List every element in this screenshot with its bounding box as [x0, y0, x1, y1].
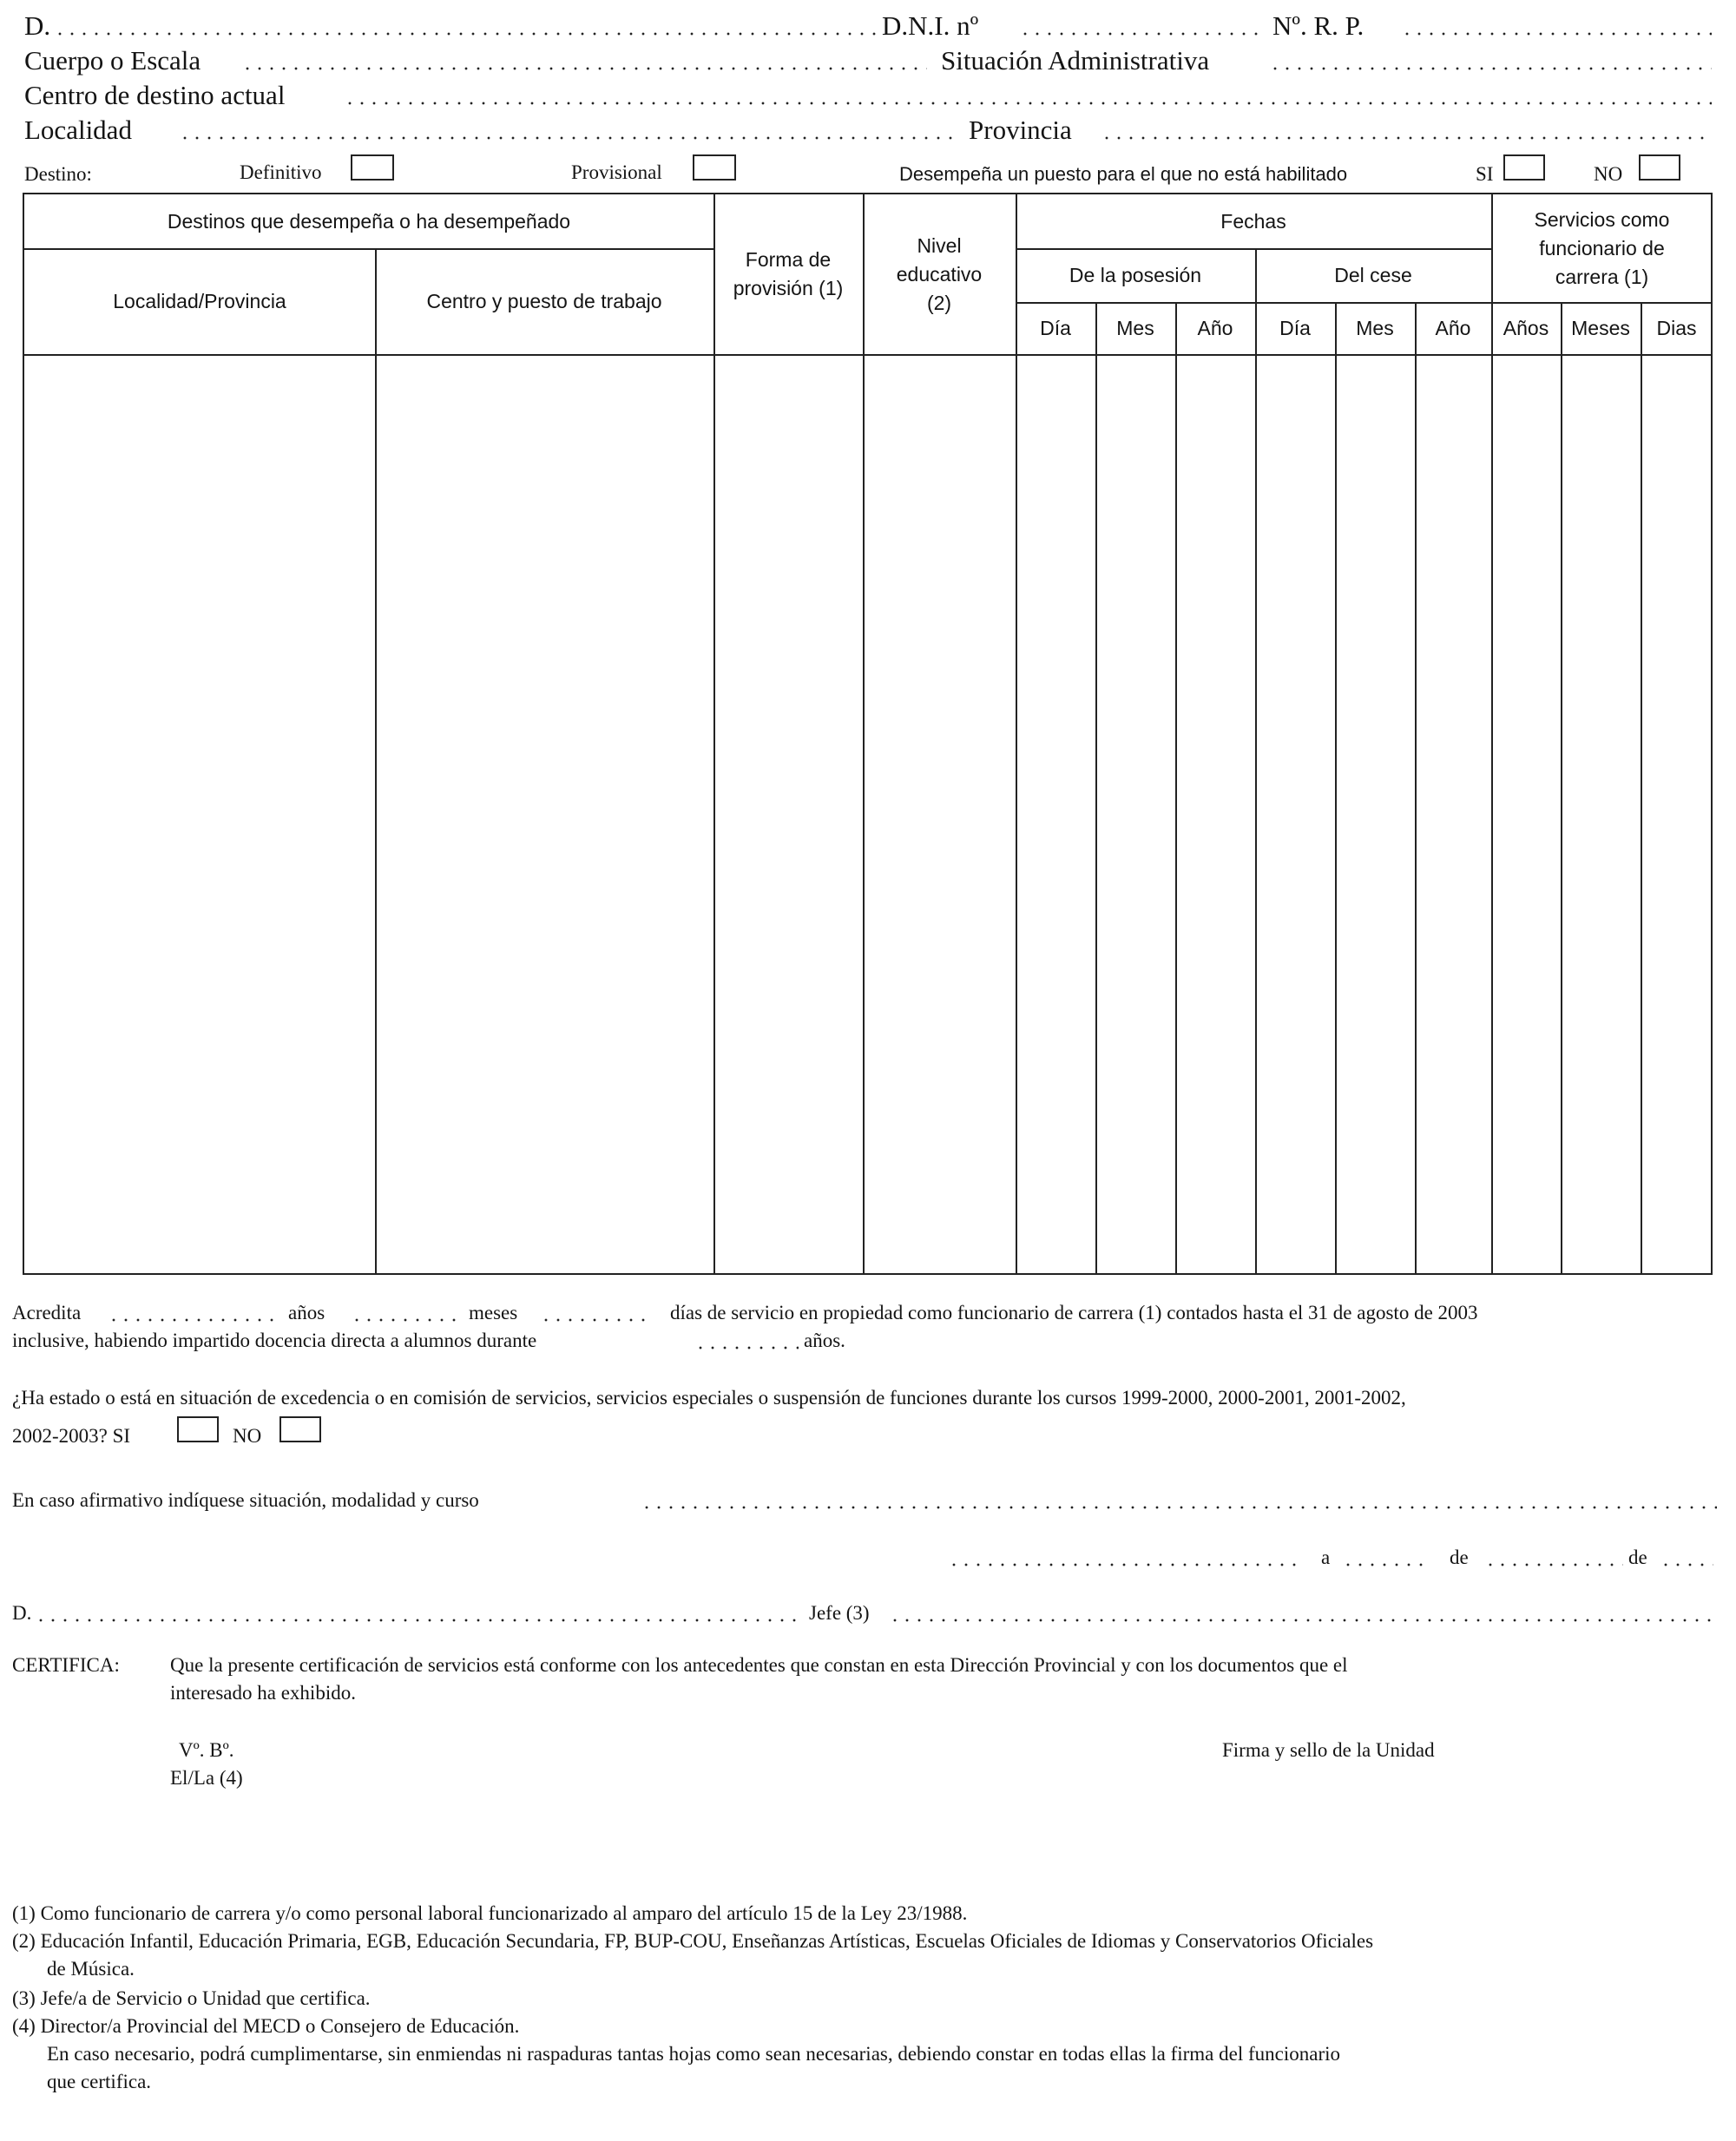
acredita-anos-fill[interactable]	[108, 1317, 281, 1323]
centro-label: Centro de destino actual	[24, 80, 286, 110]
posesion-header: De la posesión	[1069, 263, 1202, 286]
dni-fill-line[interactable]	[1019, 31, 1266, 36]
acredita-dias-fill[interactable]	[540, 1317, 653, 1323]
acredita-label: Acredita	[12, 1302, 82, 1323]
jefe-label: Jefe (3)	[809, 1602, 870, 1624]
provisional-checkbox[interactable]	[693, 154, 736, 181]
excedencia-no-checkbox[interactable]	[279, 1416, 321, 1442]
firmante-nombre-fill[interactable]	[35, 1618, 799, 1623]
destino-label: Destino:	[24, 163, 92, 185]
table-body-entry-area[interactable]	[24, 356, 1713, 1275]
certifica-line2: interesado ha exhibido.	[170, 1682, 356, 1704]
footnote-4: (4) Director/a Provincial del MECD o Consejero de Educación.	[12, 2015, 520, 2037]
acredita-text2: inclusive, habiendo impartido docencia directa a alumnos durante	[12, 1330, 537, 1351]
footnote-2-cont: de Música.	[47, 1958, 135, 1980]
d-fill-line[interactable]	[54, 31, 878, 36]
provincia-fill-line[interactable]	[1101, 135, 1712, 141]
habilitado-si-label: SI	[1476, 163, 1494, 185]
nrp-fill-line[interactable]	[1401, 31, 1712, 36]
afirmativo-label: En caso afirmativo indíquese situación, modalidad y curso	[12, 1489, 479, 1511]
habilitado-no-label: NO	[1594, 163, 1623, 185]
nivel-educativo-header: Nivel educativo (2)	[896, 233, 983, 314]
nrp-label: Nº. R. P.	[1272, 10, 1364, 41]
fecha-a-label: a	[1321, 1547, 1331, 1568]
servicios-meses-header: Meses	[1571, 316, 1630, 339]
fecha-de2-label: de	[1628, 1547, 1647, 1568]
fecha-de1-label: de	[1450, 1547, 1469, 1568]
fecha-ano-fill[interactable]	[1660, 1562, 1713, 1567]
servicios-header: Servicios como funcionario de carrera (1)	[1534, 207, 1670, 288]
footnote-1: (1) Como funcionario de carrera y/o como personal laboral funcionarizado al amparo del artículo 15 de la Ley 23/1988.	[12, 1902, 968, 1924]
habilitado-no-checkbox[interactable]	[1639, 154, 1680, 181]
situacion-label: Situación Administrativa	[941, 45, 1210, 76]
excedencia-si-checkbox[interactable]	[177, 1416, 219, 1442]
afirmativo-fill-line[interactable]	[641, 1505, 1717, 1510]
footnote-2: (2) Educación Infantil, Educación Primaria, EGB, Educación Secundaria, FP, BUP-COU, Enseñanzas Artísticas, Escuelas Oficiales de Idiomas y Conservatorios Oficiales	[12, 1930, 1374, 1952]
centro-fill-line[interactable]	[344, 101, 1712, 106]
destinos-header: Destinos que desempeña o ha desempeñado	[167, 209, 571, 233]
servicios-anos-header: Años	[1503, 316, 1549, 339]
cuerpo-fill-line[interactable]	[241, 66, 927, 71]
centro-puesto-header: Centro y puesto de trabajo	[426, 289, 662, 312]
footnote-5-cont: que certifica.	[47, 2071, 152, 2092]
acredita-anos2-label: años.	[804, 1330, 845, 1351]
cese-header: Del cese	[1334, 263, 1412, 286]
definitivo-checkbox[interactable]	[351, 154, 394, 181]
situacion-fill-line[interactable]	[1269, 66, 1712, 71]
acredita-docencia-fill[interactable]	[694, 1345, 799, 1350]
acredita-meses-label: meses	[469, 1302, 518, 1323]
firmante-d-label: D.	[12, 1602, 32, 1624]
services-table	[23, 193, 1713, 1275]
cese-dia-header: Día	[1279, 316, 1311, 339]
el-la-label: El/La (4)	[170, 1767, 243, 1789]
fecha-dia-fill[interactable]	[1342, 1562, 1425, 1567]
posesion-ano-header: Año	[1197, 316, 1233, 339]
jefe-fill[interactable]	[889, 1618, 1713, 1623]
habilitado-si-checkbox[interactable]	[1503, 154, 1545, 181]
habilitado-label: Desempeña un puesto para el que no está habilitado	[899, 163, 1348, 185]
acredita-anos-label: años	[288, 1302, 326, 1323]
provincia-label: Provincia	[969, 115, 1072, 145]
forma-provision-header: Forma de provisión (1)	[733, 248, 844, 299]
footnote-3: (3) Jefe/a de Servicio o Unidad que certifica.	[12, 1987, 371, 2009]
localidad-label: Localidad	[24, 115, 132, 145]
firma-sello-label: Firma y sello de la Unidad	[1222, 1739, 1435, 1761]
localidad-fill-line[interactable]	[179, 135, 960, 141]
localidad-provincia-header: Localidad/Provincia	[113, 289, 286, 312]
excedencia-question: ¿Ha estado o está en situación de excedencia o en comisión de servicios, servicios especiales o suspensión de funciones durante los cursos 1999-2000, 2000-2001, 2001-2002,	[12, 1387, 1406, 1409]
provisional-label: Provisional	[571, 161, 662, 183]
fechas-header: Fechas	[1220, 209, 1286, 233]
excedencia-no-label: NO	[233, 1425, 262, 1447]
d-label: D.	[24, 10, 51, 41]
certifica-line1: Que la presente certificación de servicios está conforme con los antecedentes que constan en esta Dirección Provincial y con los documentos que el	[170, 1654, 1348, 1676]
acredita-text1: días de servicio en propiedad como funcionario de carrera (1) contados hasta el 31 de agosto de 2003	[670, 1302, 1478, 1323]
lugar-fill[interactable]	[948, 1562, 1304, 1567]
servicios-dias-header: Dias	[1656, 316, 1697, 339]
cese-ano-header: Año	[1435, 316, 1471, 339]
fecha-mes-fill[interactable]	[1484, 1562, 1623, 1567]
dni-label: D.N.I. nº	[882, 10, 979, 41]
acredita-meses-fill[interactable]	[351, 1317, 464, 1323]
definitivo-label: Definitivo	[240, 161, 322, 183]
posesion-dia-header: Día	[1040, 316, 1071, 339]
certifica-label: CERTIFICA:	[12, 1654, 120, 1676]
cuerpo-label: Cuerpo o Escala	[24, 45, 201, 76]
cese-mes-header: Mes	[1356, 316, 1394, 339]
vobo-label: Vº. Bº.	[179, 1739, 234, 1761]
posesion-mes-header: Mes	[1116, 316, 1154, 339]
excedencia-question-end: 2002-2003? SI	[12, 1425, 131, 1447]
footnote-5: En caso necesario, podrá cumplimentarse, sin enmiendas ni raspaduras tantas hojas como sean necesarias, debiendo constar en todas ellas la firma del funcionario	[47, 2043, 1341, 2065]
